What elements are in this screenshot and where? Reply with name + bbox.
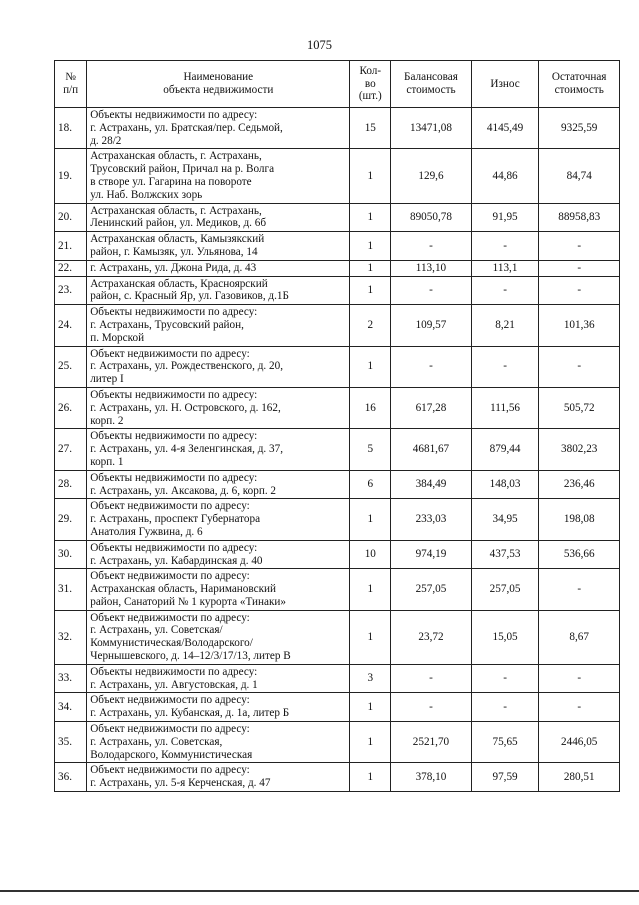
cell-wear: - <box>471 276 539 305</box>
cell-wear: 148,03 <box>471 470 539 499</box>
table-row <box>55 149 620 203</box>
cell-wear: - <box>471 346 539 387</box>
cell-num: 28. <box>55 470 87 499</box>
cell-balance: 378,10 <box>391 763 472 792</box>
cell-balance: 23,72 <box>391 610 472 664</box>
cell-wear: 437,53 <box>471 540 539 569</box>
cell-residual: - <box>539 569 620 610</box>
cell-residual: 88958,83 <box>539 203 620 232</box>
cell-wear: 15,05 <box>471 610 539 664</box>
cell-wear: 34,95 <box>471 499 539 540</box>
header-balance: Балансовая стоимость <box>391 61 472 108</box>
cell-wear: 44,86 <box>471 149 539 203</box>
cell-qty: 1 <box>350 149 391 203</box>
cell-balance: 257,05 <box>391 569 472 610</box>
cell-wear: 97,59 <box>471 763 539 792</box>
cell-num: 35. <box>55 722 87 763</box>
header-wear: Износ <box>471 61 539 108</box>
cell-num: 34. <box>55 693 87 722</box>
cell-balance: 974,19 <box>391 540 472 569</box>
cell-name: Объект недвижимости по адресу: г. Астрахань, ул. Рождественского, д. 20, литер I <box>87 346 350 387</box>
table-row <box>55 305 620 346</box>
cell-num: 29. <box>55 499 87 540</box>
cell-qty: 1 <box>350 232 391 261</box>
cell-residual: - <box>539 664 620 693</box>
cell-num: 27. <box>55 429 87 470</box>
cell-name: Объект недвижимости по адресу: г. Астрахань, ул. Советская, Володарского, Коммунистическая <box>87 722 350 763</box>
cell-wear: - <box>471 664 539 693</box>
cell-residual: - <box>539 276 620 305</box>
cell-name: Объект недвижимости по адресу: г. Астрахань, ул. Кубанская, д. 1а, литер Б <box>87 693 350 722</box>
cell-num: 19. <box>55 149 87 203</box>
cell-wear: 75,65 <box>471 722 539 763</box>
cell-qty: 3 <box>350 664 391 693</box>
cell-name: Объекты недвижимости по адресу: г. Астрахань, ул. Н. Островского, д. 162, корп. 2 <box>87 387 350 428</box>
cell-residual: - <box>539 346 620 387</box>
cell-qty: 1 <box>350 276 391 305</box>
cell-residual: - <box>539 260 620 276</box>
cell-balance: - <box>391 276 472 305</box>
cell-balance: 109,57 <box>391 305 472 346</box>
table-row <box>55 722 620 763</box>
cell-name: Астраханская область, г. Астрахань, Трусовский район, Причал на р. Волга в створе ул. Гагарина на повороте ул. Наб. Волжских зорь <box>87 149 350 203</box>
cell-name: Объект недвижимости по адресу: г. Астрахань, ул. 5-я Керченская, д. 47 <box>87 763 350 792</box>
table-row <box>55 610 620 664</box>
cell-qty: 10 <box>350 540 391 569</box>
cell-qty: 15 <box>350 108 391 149</box>
cell-wear: 257,05 <box>471 569 539 610</box>
cell-name: Объекты недвижимости по адресу: г. Астрахань, ул. 4-я Зеленгинская, д. 37, корп. 1 <box>87 429 350 470</box>
cell-wear: 111,56 <box>471 387 539 428</box>
header-residual: Остаточная стоимость <box>539 61 620 108</box>
header-num: № п/п <box>55 61 87 108</box>
cell-residual: - <box>539 232 620 261</box>
table-row <box>55 470 620 499</box>
cell-num: 26. <box>55 387 87 428</box>
cell-balance: 2521,70 <box>391 722 472 763</box>
cell-residual: 198,08 <box>539 499 620 540</box>
cell-name: Астраханская область, г. Астрахань, Ленинский район, ул. Медиков, д. 6б <box>87 203 350 232</box>
cell-num: 32. <box>55 610 87 664</box>
cell-balance: - <box>391 664 472 693</box>
cell-balance: 384,49 <box>391 470 472 499</box>
cell-qty: 5 <box>350 429 391 470</box>
cell-num: 23. <box>55 276 87 305</box>
cell-num: 36. <box>55 763 87 792</box>
cell-balance: 4681,67 <box>391 429 472 470</box>
property-table <box>54 60 620 792</box>
cell-balance: - <box>391 346 472 387</box>
cell-wear: 8,21 <box>471 305 539 346</box>
table-header <box>55 61 620 108</box>
table-row <box>55 763 620 792</box>
cell-num: 33. <box>55 664 87 693</box>
cell-balance: - <box>391 693 472 722</box>
cell-residual: 84,74 <box>539 149 620 203</box>
cell-qty: 1 <box>350 693 391 722</box>
cell-num: 18. <box>55 108 87 149</box>
cell-qty: 1 <box>350 610 391 664</box>
cell-name: Объекты недвижимости по адресу: г. Астрахань, Трусовский район, п. Морской <box>87 305 350 346</box>
cell-residual: - <box>539 693 620 722</box>
table-row <box>55 276 620 305</box>
cell-name: Астраханская область, Камызякский район, г. Камызяк, ул. Ульянова, 14 <box>87 232 350 261</box>
cell-qty: 1 <box>350 203 391 232</box>
cell-qty: 1 <box>350 569 391 610</box>
cell-residual: 280,51 <box>539 763 620 792</box>
table-row <box>55 540 620 569</box>
table-row <box>55 429 620 470</box>
cell-balance: 233,03 <box>391 499 472 540</box>
cell-balance: 113,10 <box>391 260 472 276</box>
cell-name: Объект недвижимости по адресу: Астраханская область, Наримановский район, Санаторий № 1 курорта «Тинаки» <box>87 569 350 610</box>
cell-qty: 2 <box>350 305 391 346</box>
cell-residual: 9325,59 <box>539 108 620 149</box>
cell-num: 20. <box>55 203 87 232</box>
cell-qty: 1 <box>350 763 391 792</box>
table-row <box>55 203 620 232</box>
cell-residual: 236,46 <box>539 470 620 499</box>
cell-num: 25. <box>55 346 87 387</box>
cell-name: Объекты недвижимости по адресу: г. Астрахань, ул. Кабардинская д. 40 <box>87 540 350 569</box>
cell-wear: 4145,49 <box>471 108 539 149</box>
cell-wear: 113,1 <box>471 260 539 276</box>
cell-name: Объект недвижимости по адресу: г. Астрахань, проспект Губернатора Анатолия Гужвина, д. 6 <box>87 499 350 540</box>
cell-wear: 879,44 <box>471 429 539 470</box>
table-row <box>55 569 620 610</box>
table-body <box>55 108 620 792</box>
cell-name: Объекты недвижимости по адресу: г. Астрахань, ул. Августовская, д. 1 <box>87 664 350 693</box>
table-row <box>55 693 620 722</box>
cell-qty: 1 <box>350 499 391 540</box>
cell-wear: - <box>471 693 539 722</box>
cell-qty: 1 <box>350 260 391 276</box>
table-row <box>55 499 620 540</box>
cell-balance: 13471,08 <box>391 108 472 149</box>
table-row <box>55 232 620 261</box>
cell-num: 22. <box>55 260 87 276</box>
table-row <box>55 387 620 428</box>
header-name: Наименование объекта недвижимости <box>87 61 350 108</box>
cell-balance: 617,28 <box>391 387 472 428</box>
cell-num: 24. <box>55 305 87 346</box>
cell-balance: - <box>391 232 472 261</box>
cell-name: г. Астрахань, ул. Джона Рида, д. 43 <box>87 260 350 276</box>
cell-residual: 3802,23 <box>539 429 620 470</box>
table-row <box>55 108 620 149</box>
table-row <box>55 664 620 693</box>
cell-residual: 101,36 <box>539 305 620 346</box>
cell-num: 31. <box>55 569 87 610</box>
cell-qty: 1 <box>350 346 391 387</box>
cell-name: Объект недвижимости по адресу: г. Астрахань, ул. Советская/ Коммунистическая/Володарского/ Чернышевского, д. 14–12/3/17/13, литер В <box>87 610 350 664</box>
cell-wear: - <box>471 232 539 261</box>
cell-residual: 2446,05 <box>539 722 620 763</box>
header-qty: Кол- во (шт.) <box>350 61 391 108</box>
cell-qty: 16 <box>350 387 391 428</box>
cell-qty: 6 <box>350 470 391 499</box>
table-row <box>55 346 620 387</box>
table-row <box>55 260 620 276</box>
cell-residual: 536,66 <box>539 540 620 569</box>
cell-name: Объекты недвижимости по адресу: г. Астрахань, ул. Братская/пер. Седьмой, д. 28/2 <box>87 108 350 149</box>
cell-qty: 1 <box>350 722 391 763</box>
page-number: 1075 <box>307 38 332 52</box>
cell-num: 21. <box>55 232 87 261</box>
cell-name: Астраханская область, Красноярский район, с. Красный Яр, ул. Газовиков, д.1Б <box>87 276 350 305</box>
cell-wear: 91,95 <box>471 203 539 232</box>
cell-num: 30. <box>55 540 87 569</box>
cell-balance: 89050,78 <box>391 203 472 232</box>
page-bottom-rule <box>0 890 639 892</box>
cell-balance: 129,6 <box>391 149 472 203</box>
cell-name: Объекты недвижимости по адресу: г. Астрахань, ул. Аксакова, д. 6, корп. 2 <box>87 470 350 499</box>
cell-residual: 8,67 <box>539 610 620 664</box>
cell-residual: 505,72 <box>539 387 620 428</box>
